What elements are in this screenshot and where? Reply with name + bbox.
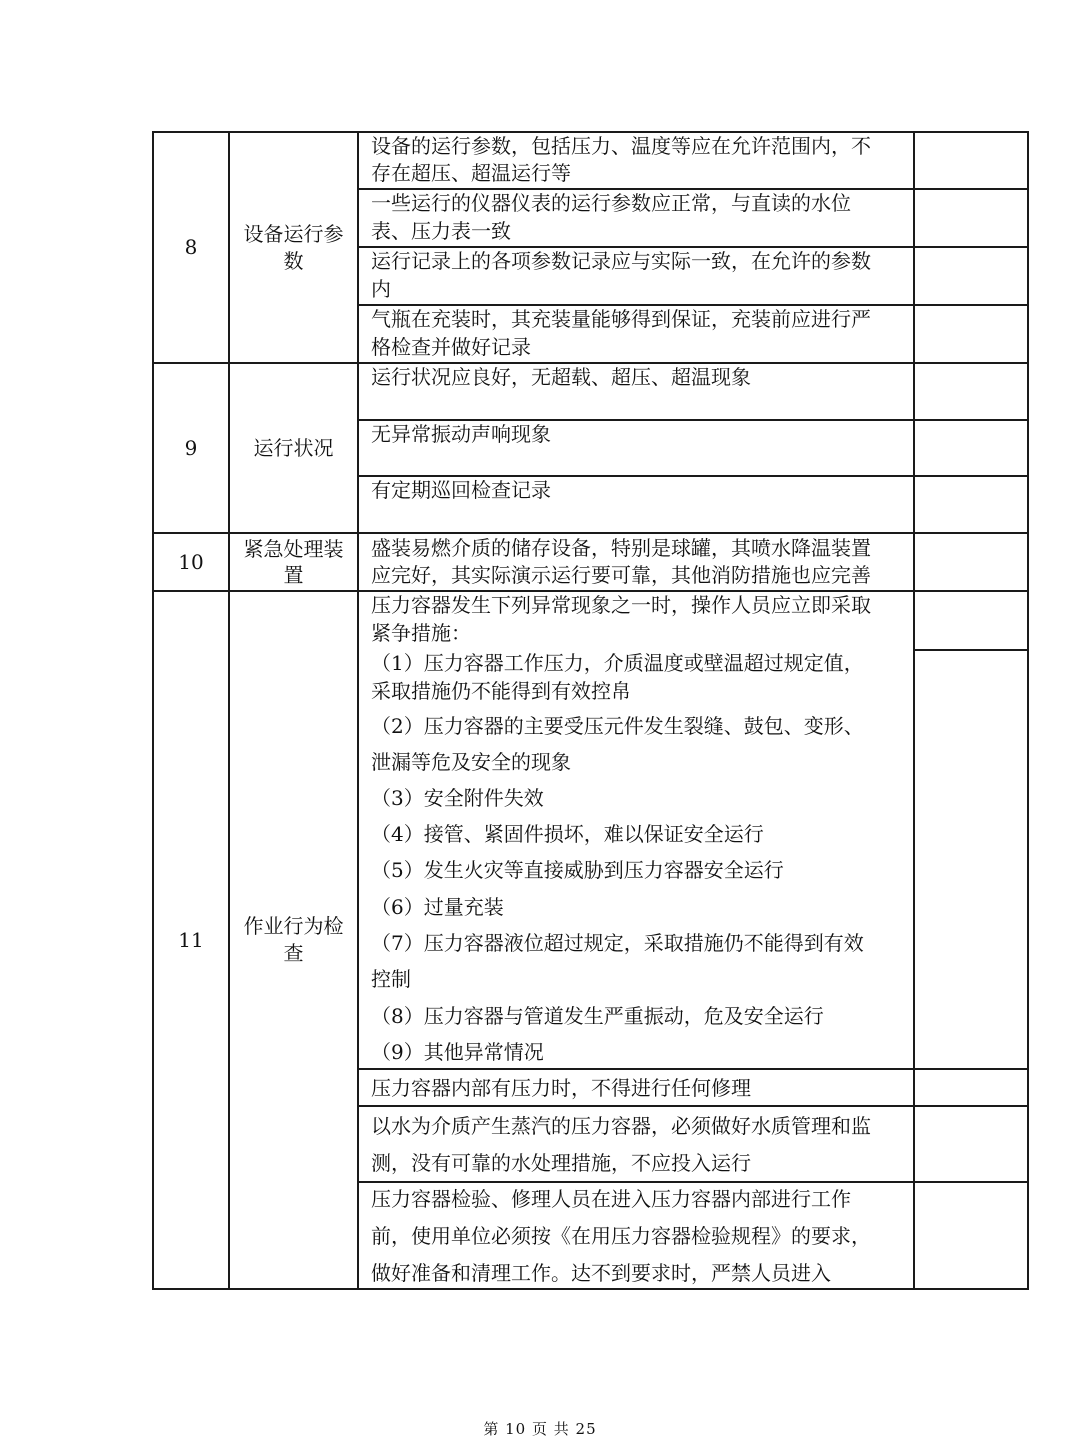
row9-line: 有定期巡回检查记录	[371, 478, 551, 502]
row9-item: 运行状况	[253, 435, 334, 460]
row8-line: 表、压力表一致	[371, 219, 511, 243]
row10-item: 紧急处理装置	[243, 537, 344, 587]
subrow-divider	[913, 649, 1029, 651]
row11-item: 作业行为检查	[243, 914, 344, 965]
row11-line: 压力容器发生下列异常现象之一时，操作人员应立即采取	[371, 593, 871, 617]
subrow-divider	[357, 1105, 1029, 1107]
row8-line: 格检查并做好记录	[371, 335, 531, 359]
table-border-bottom	[152, 1288, 1029, 1290]
row8-number: 8	[184, 235, 198, 259]
row11-line: （9）其他异常情况	[371, 1040, 544, 1064]
row8-line: 一些运行的仪器仪表的运行参数应正常，与直读的水位	[371, 191, 851, 215]
row11-line: 压力容器内部有压力时，不得进行任何修理	[371, 1076, 751, 1100]
row11-line: 以水为介质产生蒸汽的压力容器，必须做好水质管理和监	[371, 1114, 871, 1138]
row8-line: 设备的运行参数，包括压力、温度等应在允许范围内，不	[371, 134, 871, 158]
row9-number: 9	[184, 435, 198, 460]
row8-line: 运行记录上的各项参数记录应与实际一致，在允许的参数	[371, 249, 871, 273]
subrow-divider	[357, 1181, 1029, 1183]
row11-line: （4）接管、紧固件损坏，难以保证安全运行	[371, 822, 764, 846]
row8-line: 气瓶在充装时，其充装量能够得到保证，充装前应进行严	[371, 307, 871, 331]
row11-line: （8）压力容器与管道发生严重振动，危及安全运行	[371, 1004, 824, 1028]
row11-line: （6）过量充装	[371, 895, 504, 919]
row9-line: 无异常振动声响现象	[371, 422, 551, 446]
row11-line: （3）安全附件失效	[371, 786, 544, 810]
row8-item: 设备运行参数	[243, 221, 344, 273]
row11-line: 前，使用单位必须按《在用压力容器检验规程》的要求，	[371, 1224, 871, 1248]
row10-number: 10	[178, 549, 204, 574]
row11-line: 采取措施仍不能得到有效控帛	[371, 679, 631, 703]
row11-line: 压力容器检验、修理人员在进入压力容器内部进行工作	[371, 1187, 851, 1211]
row10-line: 应完好，其实际演示运行要可靠，其他消防措施也应完善	[371, 563, 871, 587]
row8-line: 内	[371, 277, 391, 301]
row11-line: （5）发生火灾等直接威胁到压力容器安全运行	[371, 858, 784, 882]
row11-line: （7）压力容器液位超过规定，采取措施仍不能得到有效	[371, 931, 864, 955]
row8-line: 存在超压、超温运行等	[371, 161, 571, 185]
row10-line: 盛装易燃介质的储存设备，特别是球罐，其喷水降温装置	[371, 536, 871, 560]
row11-line: 泄漏等危及安全的现象	[371, 750, 571, 774]
row11-line: （1）压力容器工作压力，介质温度或壁温超过规定值，	[371, 651, 864, 675]
row11-line: 紧争措施：	[371, 621, 471, 645]
row11-line: （2）压力容器的主要受压元件发生裂缝、鼓包、变形、	[371, 714, 864, 738]
row11-line: 控制	[371, 967, 411, 991]
row9-line: 运行状况应良好，无超载、超压、超温现象	[371, 365, 751, 389]
row11-line: 测，没有可靠的水处理措施，不应投入运行	[371, 1151, 751, 1175]
subrow-divider	[357, 1068, 1029, 1070]
row11-number: 11	[178, 927, 204, 952]
page-footer: 第 10 页 共 25	[483, 1420, 597, 1438]
row11-line: 做好准备和清理工作。达不到要求时，严禁人员进入	[371, 1261, 831, 1285]
